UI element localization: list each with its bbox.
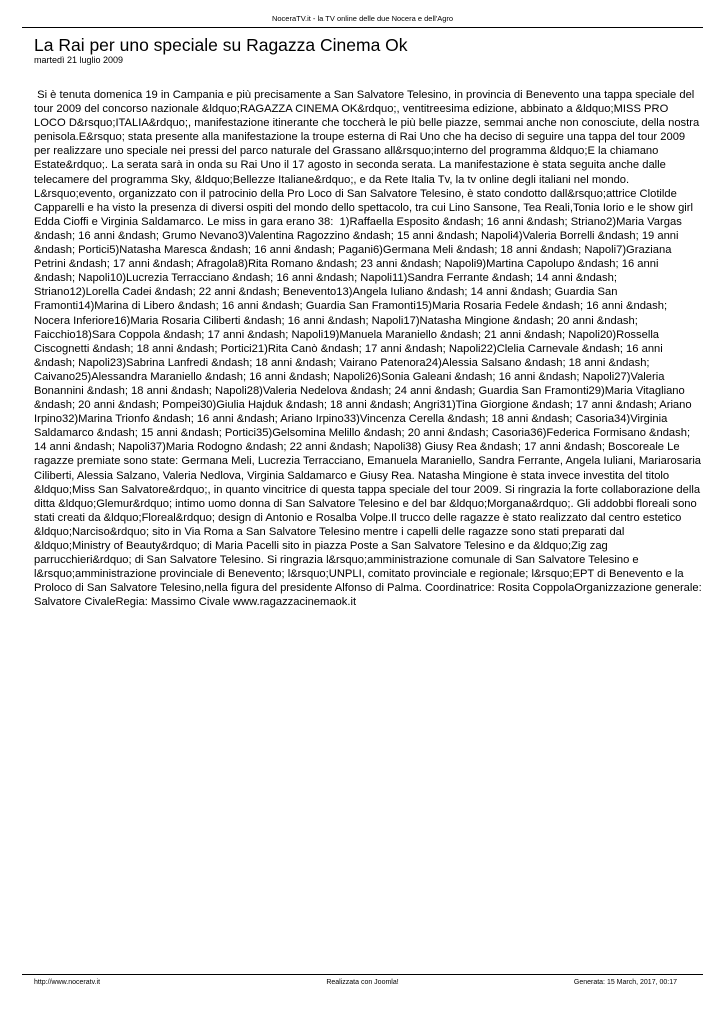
footer-generated-date: Generata: 15 March, 2017, 00:17 <box>573 979 677 986</box>
page-footer <box>22 974 703 989</box>
article-date: martedì 21 luglio 2009 <box>34 55 124 65</box>
article-body: Si è tenuta domenica 19 in Campania e più precisamente a San Salvatore Telesino, in provincia di Benevento una tappa speciale del tour 2009 del concorso nazionale &ldquo;RAGAZZA CINEMA OK&rdquo;, ventitreesima edizione, abbinato a &ldquo;MISS PRO LOCO D&rsquo;ITALIA&rdquo;, manifestazione itinerante che toccherà le più belle piazze, semmai anche non conosciute, della nostra penisola.E&rsquo; stata presente alla manifestazione la troupe esterna di Rai Uno che ha deciso di seguire una tappa del tour 2009 per realizzare uno speciale nei pressi del parco naturale del Grassano all&rsquo;interno del programma &ldquo;E la chiamano Estate&rdquo;. La serata sarà in onda su Rai Uno il 17 agosto in seconda serata. La manifestazione è stata seguita anche dalle telecamere del programma Sky, &ldquo;Bellezze Italiane&rdquo;, e da Rete Italia Tv, la tv online degli italiani nel mondo. L&rsquo;evento, organizzato con il patrocinio della Pro Loco di San Salvatore Telesino, è stato condotto dall&rsquo;attrice Clotilde Capparelli e ha visto la presenza di diversi ospiti del mondo dello spettacolo, tra cui Lino Sansone, Tea Reali,Tonia Iorio e le show girl Edda Cioffi e Virginia Saldamarco. Le miss in gara erano 38: 1)Raffaella Esposito &ndash; 16 anni &ndash; Striano2)Maria Vargas &ndash; 16 anni &ndash; Grumo Nevano3)Valentina Ragozzino &ndash; 15 anni &ndash; Napoli4)Valeria Borrelli &ndash; 19 anni &ndash; Portici5)Natasha Maresca &ndash; 16 anni &ndash; Pagani6)Germana Meli &ndash; 18 anni &ndash; Napoli7)Graziana Petrini &ndash; 17 anni &ndash; Afragola8)Rita Romano &ndash; 23 anni &ndash; Napoli9)Martina Capolupo &ndash; 16 anni &ndash; Napoli10)Lucrezia Terracciano &ndash; 16 anni &ndash; Napoli11)Sandra Ferrante &ndash; 14 anni &ndash; Striano12)Lorella Cadei &ndash; 22 anni &ndash; Benevento13)Angela Iuliano &ndash; 14 anni &ndash; Guardia San Framonti14)Marina di Libero &ndash; 16 anni &ndash; Guardia San Framonti15)Maria Rosaria Fedele &ndash; 16 anni &ndash; Nocera Inferiore16)Maria Rosaria Ciliberti &ndash; 16 anni &ndash; Napoli17)Natasha Mingione &ndash; 20 anni &ndash; Faicchio18)Sara Coppola &ndash; 17 anni &ndash; Napoli19)Manuela Maraniello &ndash; 21 anni &ndash; Napoli20)Rossella Ciscognetti &ndash; 18 anni &ndash; Portici21)Rita Canò &ndash; 17 anni &ndash; Napoli22)Clelia Carnevale &ndash; 16 anni &ndash; Napoli23)Sabrina Lanfredi &ndash; 18 anni &ndash; Vairano Patenora24)Alessia Salsano &ndash; 18 anni &ndash; Caivano25)Alessandra Maraniello &ndash; 16 anni &ndash; Napoli26)Sonia Galeani &ndash; 16 anni &ndash; Napoli27)Valeria Bonannini &ndash; 18 anni &ndash; Napoli28)Valeria Nedelova &ndash; 24 anni &ndash; Guardia San Framonti29)Maria Vitagliano &ndash; 20 anni &ndash; Pompei30)Giulia Hajduk &ndash; 18 anni &ndash; Angri31)Tina Giorgione &ndash; 17 anni &ndash; Ariano Irpino32)Marina Trionfo &ndash; 16 anni &ndash; Ariano Irpino33)Vincenza Cerella &ndash; 18 anni &ndash; Casoria34)Virginia Saldamarco &ndash; 15 anni &ndash; Portici35)Gelsomina Melillo &ndash; 20 anni &ndash; Casoria36)Federica Formisano &ndash; 14 anni &ndash; Napoli37)Maria Rodogno &ndash; 22 anni &ndash; Napoli38) Giusy Rea &ndash; 17 anni &ndash; Boscoreale Le ragazze premiate sono state: Germana Meli, Lucrezia Terracciano, Emanuela Maraniello, Sandra Ferrante, Angela Iuliani, Mariarosaria Ciliberti, Alessia Salzano, Valeria Nedlova, Virginia Saldamarco e Giusy Rea. Natasha Mingione è stata invece investita del titolo &ldquo;Miss San Salvatore&rdquo;, in quanto vincitrice di questa tappa speciale del tour 2009. Si ringrazia la forte collaborazione della ditta &ldquo;Glemur&rdquo; intimo uomo donna di San Salvatore Telesino e del bar &ldquo;Morgana&rdquo;. Gli addobbi floreali sono stati creati da &ldquo;Floreal&rdquo; design di Antonio e Rosalba Volpe.Il trucco delle ragazze è stato realizzato dal centro estetico &ldquo;Narciso&rdquo; sito in Via Roma a San Salvatore Telesino mentre i capelli delle ragazze sono stati preparati dal &ldquo;Ministry of Beauty&rdquo; di Maria Pacelli sito in piazza Poste a San Salvatore Telesino e da &ldquo;Zig zag parrucchieri&rdquo; di San Salvatore Telesino. Si ringrazia l&rsquo;amministrazione comunale di San Salvatore Telesino e l&rsquo;amministrazione provinciale di Benevento; l&rsquo;UNPLI, comitato provinciale e regionale; l&rsquo;EPT di Benevento e la Proloco di San Salvatore Telesino,nella figura del presidente Alfonso di Palma. Coordinatrice: Rosita CoppolaOrganizzazione generale: Salvatore CivaleRegia: Massimo Civale www.ragazzacinemaok.it <box>34 89 705 609</box>
footer-powered-by: Realizzata con Joomla! <box>326 979 399 986</box>
site-tagline: NoceraTV.it - la TV online delle due Nocera e dell'Agro <box>271 14 454 23</box>
page-header <box>22 11 703 28</box>
footer-site-url[interactable]: http://www.noceratv.it <box>34 979 101 986</box>
article-title: La Rai per uno speciale su Ragazza Cinema Ok <box>34 35 408 55</box>
